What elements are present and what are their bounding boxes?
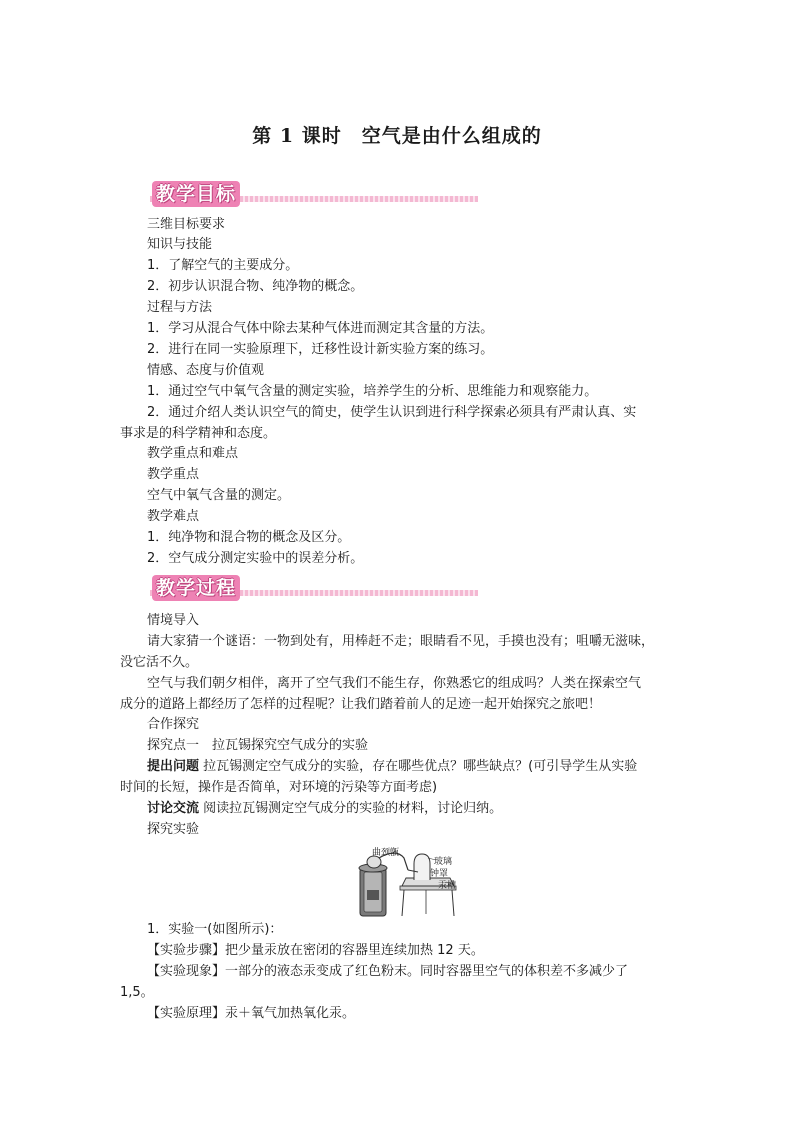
discuss-paragraph [147,799,502,819]
steps-label: 【实验步骤】 [147,943,226,958]
banner-label: 教学过程 [152,575,240,601]
section-banner-teaching-process [146,575,478,601]
difficulty-item: 2．空气成分测定实验中的误差分析。 [147,551,364,566]
question-label: 提出问题 [147,759,200,774]
experiment-one-title: 1．实验一(如图所示)： [147,922,283,937]
intro-paragraph: 空气与我们朝夕相伴，离开了空气我们不能生存，你熟悉它的组成吗？人类在探索空气 [147,676,642,691]
difficulty-title: 教学难点 [147,509,200,524]
riddle-text-continued: 没它活不久。 [120,655,199,670]
intro-title: 情境导入 [147,613,200,628]
explore-point-title: 探究点一 拉瓦锡探究空气成分的实验 [147,738,369,753]
principle-label: 【实验原理】 [147,1006,226,1021]
steps-text: 把少量汞放在密闭的容器里连续加热 12 天。 [225,943,484,958]
emotion-title: 情感、态度与价值观 [147,363,265,378]
figure-label-glass: 玻璃 [434,857,453,867]
goals-heading: 三维目标要求 [147,217,226,232]
key-difficulty-title: 教学重点和难点 [147,446,239,461]
riddle-text: 请大家猜一个谜语：一物到处有，用棒赶不走；眼睛看不见，手摸也没有；咀嚼无滋味， [147,634,655,649]
phenomenon-label: 【实验现象】 [147,964,226,979]
process-method-title: 过程与方法 [147,300,213,315]
emotion-item-continued: 事求是的科学精神和态度。 [120,426,277,441]
figure-label-bell-jar: 钟罩 [430,869,449,879]
knowledge-item: 2．初步认识混合物、纯净物的概念。 [147,279,364,294]
focus-title: 教学重点 [147,467,200,482]
question-text-continued: 时间的长短，操作是否简单，对环境的污染等方面考虑) [120,780,438,795]
banner-label: 教学目标 [152,181,240,207]
lavoisier-apparatus-figure [356,842,464,922]
question-text: 拉瓦锡测定空气成分的实验，存在哪些优点？哪些缺点？(可引导学生从实验 [203,759,638,774]
process-method-item: 2．进行在同一实验原理下，迁移性设计新实验方案的练习。 [147,342,494,357]
page-title: 第 1 课时 空气是由什么组成的 [252,125,542,147]
discuss-text: 阅读拉瓦锡测定空气成分的实验的材料，讨论归纳。 [203,801,503,816]
principle-text: 汞＋氧气加热氧化汞。 [225,1006,356,1021]
figure-label-mercury-trough: 汞槽 [438,881,457,891]
section-banner-teaching-goals [146,181,478,207]
focus-item: 空气中氧气含量的测定。 [147,488,291,503]
figure-label-retort: 曲颈甑 [372,848,400,858]
experiment-principle [147,1004,355,1024]
cooperation-title: 合作探究 [147,717,200,732]
knowledge-title: 知识与技能 [147,237,213,252]
explore-experiment-title: 探究实验 [147,822,200,837]
phenomenon-text: 一部分的液态汞变成了红色粉末。同时容器里空气的体积差不多减少了 [225,964,629,979]
question-paragraph [147,757,637,777]
difficulty-item: 1．纯净物和混合物的概念及区分。 [147,530,351,545]
process-method-item: 1．学习从混合气体中除去某种气体进而测定其含量的方法。 [147,321,494,336]
emotion-item: 2．通过介绍人类认识空气的简史，使学生认识到进行科学探索必须具有严肃认真、实 [147,405,637,420]
experiment-steps [147,941,484,961]
intro-paragraph-continued: 成分的道路上都经历了怎样的过程呢？让我们踏着前人的足迹一起开始探究之旅吧！ [120,697,602,712]
phenomenon-text-continued: 1,5。 [120,985,154,1000]
experiment-phenomenon [147,962,628,982]
knowledge-item: 1．了解空气的主要成分。 [147,258,299,273]
emotion-item: 1．通过空气中氧气含量的测定实验，培养学生的分析、思维能力和观察能力。 [147,384,598,399]
discuss-label: 讨论交流 [147,801,200,816]
